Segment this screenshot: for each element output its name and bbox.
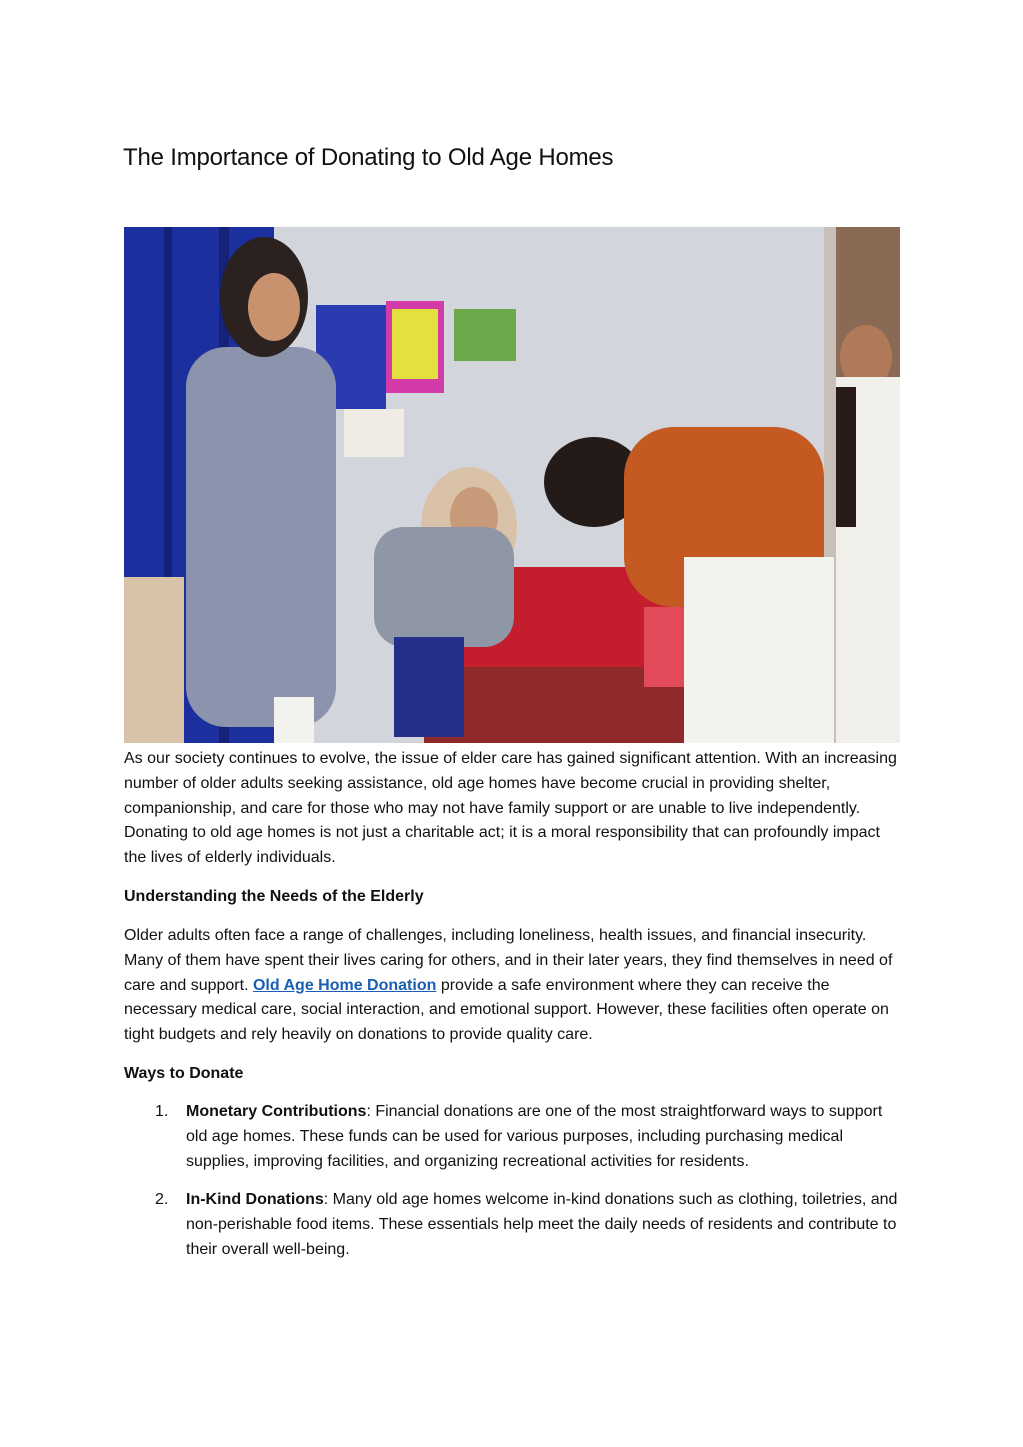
list-item-text: : Many old age homes welcome in-kind donations such as clothing, toiletries, and non-perishable food items. These essentials help meet the daily needs of residents and contribute to their overall well-being.: [186, 1191, 898, 1258]
donation-ways-list: [124, 1100, 904, 1277]
hero-photo-illustration: [124, 227, 900, 743]
list-item-text: : Financial donations are one of the most straightforward ways to support old age homes. These funds can be used for various purposes, including purchasing medical supplies, improving facilities, and organizing recreational activities for residents.: [186, 1103, 883, 1170]
section-heading-needs: Understanding the Needs of the Elderly: [124, 888, 424, 905]
list-item: [124, 1188, 904, 1262]
needs-paragraph: [124, 924, 904, 1048]
list-item-number: 1.: [155, 1103, 169, 1120]
section-heading-ways: Ways to Donate: [124, 1065, 244, 1082]
intro-paragraph: As our society continues to evolve, the issue of elder care has gained significant attention. With an increasing number of older adults seeking assistance, old age homes have become crucial in providing shelter, companionship, and care for those who may not have family support or are unable to live independently. Donating to old age homes is not just a charitable act; it is a moral responsibility that can profoundly impact the lives of elderly individuals.: [124, 750, 897, 867]
list-item-term: In-Kind Donations: [186, 1191, 324, 1209]
list-item-number: 2.: [155, 1191, 169, 1209]
needs-paragraph-text-2: provide a safe environment where they can receive the necessary medical care, social interaction, and emotional support. However, these facilities often operate on tight budgets and rely heavily on donations to provide quality care.: [124, 976, 889, 1044]
needs-paragraph-text-1: Older adults often face a range of challenges, including loneliness, health issues, and financial insecurity. Many of them have spent their lives caring for others, and in their later years, they find themselves in need of care and support.: [124, 927, 893, 994]
hero-photo: [124, 227, 900, 743]
old-age-home-donation-link[interactable]: Old Age Home Donation: [252, 976, 437, 994]
list-item-term: Monetary Contributions: [186, 1103, 367, 1120]
list-item: [124, 1100, 904, 1174]
page-title: The Importance of Donating to Old Age Homes: [123, 144, 614, 171]
